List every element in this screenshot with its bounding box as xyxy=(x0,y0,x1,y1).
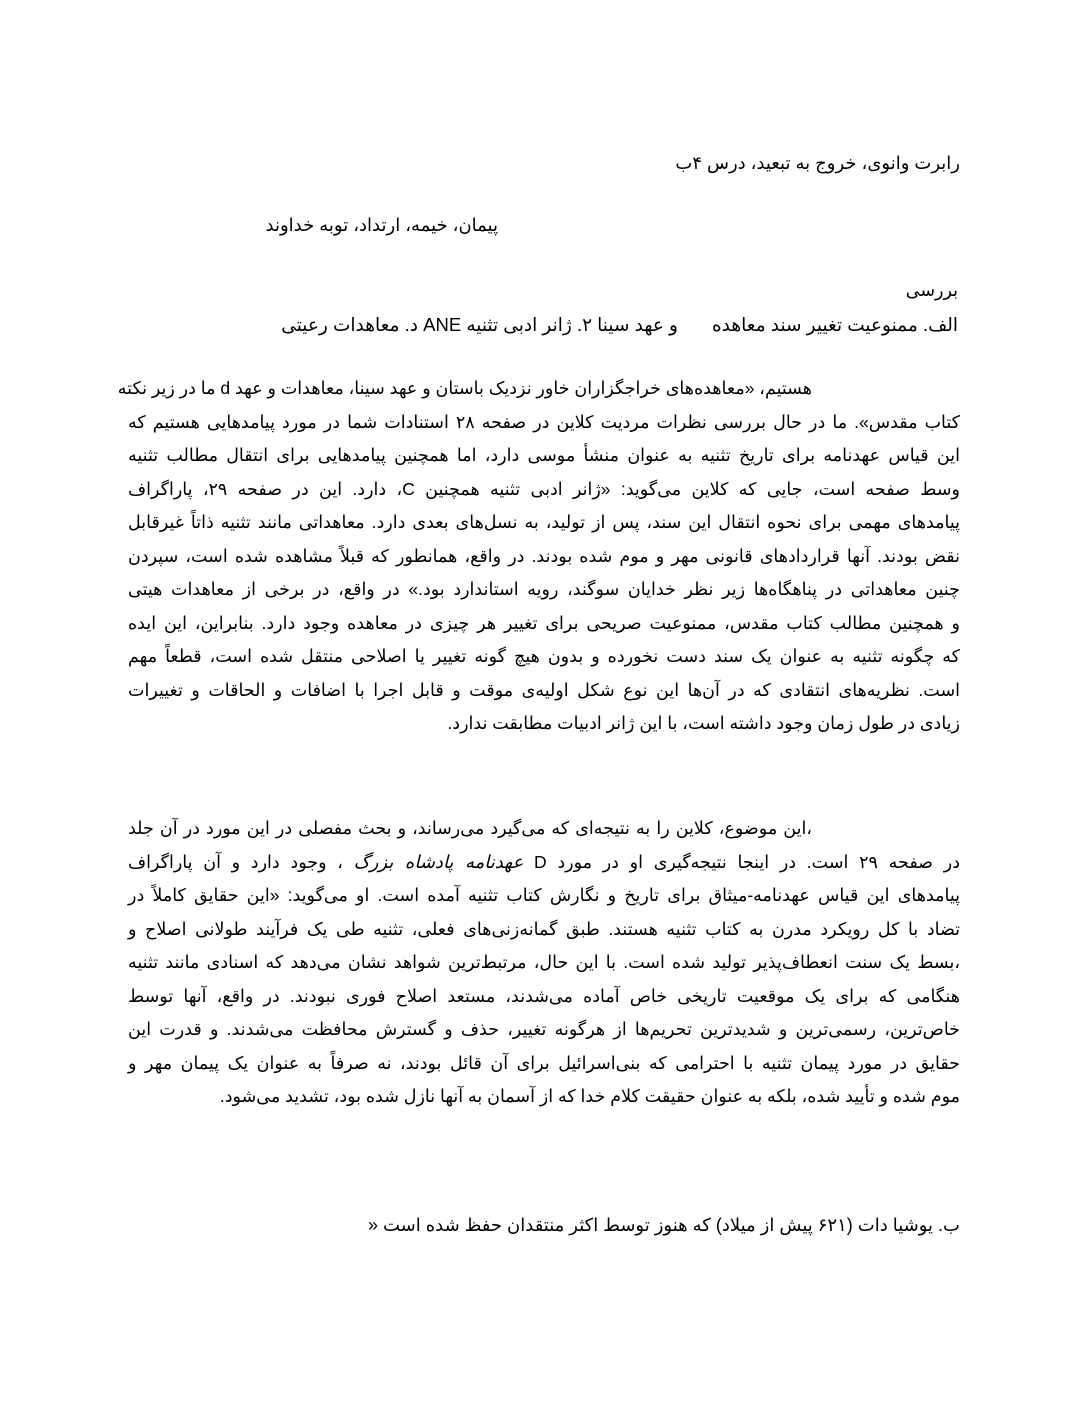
paragraph-line: این قیاس عهدنامه برای تاریخ تثنیه به عنوان منشأ موسی دارد، اما همچنین پیامدهایی برای انتقال مطالب تثنیه xyxy=(128,445,960,465)
paragraph-line: تضاد با کل رویکرد مدرن به کتاب تثنیه هستند. طبق گمانه‌زنی‌های فعلی، تثنیه طی یک فرآیند طولانی اصلاح و xyxy=(128,918,960,939)
line-segment-post: ، وجود دارد و آن پاراگراف xyxy=(128,851,343,872)
paragraph-line: وسط صفحه است، جایی که کلاین می‌گوید: «ژانر ادبی تثنیه همچنین C، دارد. این در صفحه ۲۹، پاراگراف xyxy=(128,478,960,499)
paragraph-line: خاص‌ترین، رسمی‌ترین و شدیدترین تحریم‌ها از هرگونه تغییر، حذف و گسترش محافظت می‌شدند. و قدرت این xyxy=(128,1019,960,1039)
paragraph-line: حقایق در مورد پیمان تثنیه با احترامی که بنی‌اسرائیل برای آن قائل بودند، نه صرفاً به عنوان یک پیمان مهر و xyxy=(128,1052,960,1073)
paragraph-line: که چگونه تثنیه به عنوان یک سند دست نخورده و بدون هیچ گونه تغییر یا اصلاحی منتقل شده است، قطعاً مهم xyxy=(128,646,960,666)
paragraph-line: پیامدهای مهمی برای نحوه انتقال این سند، پس از تولید، به نسل‌های بعدی دارد. معاهداتی مانند تثنیه ذاتاً غیرقابل xyxy=(128,512,960,532)
paragraph-line: و همچنین مطالب کتاب مقدس، ممنوعیت صریحی برای تغییر هر چیزی در معاهده وجود دارد. بنابراین، این ایده xyxy=(128,612,960,633)
paragraph-line: هستیم، «معاهده‌های خراجگزاران خاور نزدیک باستان و عهد سینا، معاهدات و عهد d ما در زیر نکته xyxy=(117,378,812,398)
lesson-subtitle: پیمان، خیمه، ارتداد، توبه خداوند xyxy=(265,215,498,235)
paragraph-kline-conclusion xyxy=(128,812,960,1114)
paragraph-line-mixed xyxy=(128,846,960,880)
paragraph-line: است. نظریه‌های انتقادی که در آن‌ها این نوع شکل اولیه‌ی موقت و قابل اجرا با اضافات و الحاقات و تغییرات xyxy=(128,679,960,700)
line-segment-pre: در صفحه ۲۹ است. در اینجا نتیجه‌گیری او در مورد D xyxy=(534,851,960,872)
paragraph-line: ،این موضوع، کلاین را به نتیجه‌ای که می‌گیرد می‌رساند، و بحث مفصلی در این مورد در آن جلد xyxy=(128,818,812,838)
review-outline xyxy=(281,316,958,335)
treaty-title-italic: عهدنامه پادشاه بزرگ xyxy=(353,851,524,873)
review-heading: بررسی xyxy=(905,280,958,300)
paragraph-line: هنگامی که برای یک موقعیت تاریخی خاص آماده می‌شدند، مستعد اصلاح فوری نبودند. در واقع، آنها توسط xyxy=(128,985,960,1006)
paragraph-line: ،بسط یک سنت انعطاف‌پذیر تولید شده است. با این حال، مرتبط‌ترین شواهد نشان می‌دهد که اسنادی مانند تثنیه xyxy=(128,952,960,972)
paragraph-line: چنین معاهداتی در پناهگاه‌ها زیر نظر خدایان سوگند، رویه استاندارد بود.» در واقع، در برخی از معاهدات هیتی xyxy=(128,579,960,599)
paragraph-line: کتاب مقدس». ما در حال بررسی نظرات مردیت کلاین در صفحه ۲۸ استنادات شما در مورد پیامدهایی هستیم که xyxy=(128,411,961,432)
paragraph-kline-treaty xyxy=(117,372,961,741)
paragraph-line: پیامدهای این قیاس عهدنامه-میثاق برای تاریخ و نگارش کتاب تثنیه آمده است. او می‌گوید: «این حقایق کاملاً در xyxy=(128,885,960,905)
paragraph-line: نقض بودند. آنها قراردادهای قانونی مهر و موم شده بودند. در واقع، همانطور که قبلاً مشاهده شده است، سپردن xyxy=(128,545,960,566)
paragraph-line: زیادی در طول زمان وجود داشته است، با این ژانر ادبیات مطابقت ندارد. xyxy=(447,713,960,733)
josiah-date-heading: ب. یوشیا دات (۶۲۱ پیش از میلاد) که هنوز توسط اکثر منتقدان حفظ شده است « xyxy=(367,1215,960,1235)
paragraph-line: موم شده و تأیید شده، بلکه به عنوان حقیقت کلام خدا که از آسمان به آنها نازل شده بود، تشدید می‌شود. xyxy=(219,1086,960,1106)
lesson-title: رابرت وانوی، خروج به تبعید، درس ۴ب xyxy=(675,153,960,173)
outline-part-1: الف. ممنوعیت تغییر سند معاهده xyxy=(711,314,958,335)
outline-part-2: و عهد سینا ۲. ژانر ادبی تثنیه ANE د. معاهدات رعیتی xyxy=(281,314,678,335)
